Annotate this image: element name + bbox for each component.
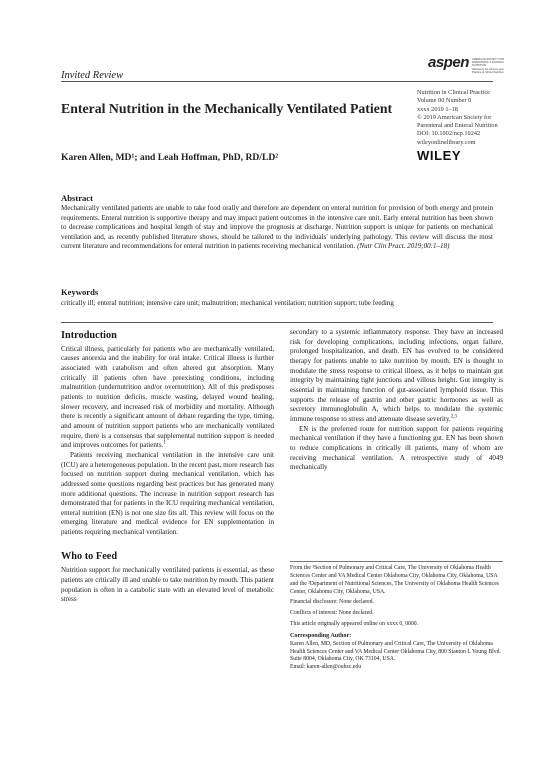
keywords-text: critically ill; enteral nutrition; intensive care unit; malnutrition; mechanical ventilation; nutrition support; tube feeding <box>61 299 394 307</box>
corresponding-email[interactable]: Email: karen-allen@ouhsc.edu <box>290 664 362 671</box>
publisher-logo: WILEY <box>417 148 462 163</box>
right-paragraph-1: secondary to a systemic inflammatory response. They have an increased risk for developing complications, including infections, organ failure, prolonged hospitalization, and death. EN has evolved to be considered therapy for patients unable to take nutrition by mouth. EN is thought to modulate the stress response to critical illness, as it helps to maintain gut integrity by maintaining tight junctions and villous height. Gut integrity is essential in maintaining function of gut-associated lymphoid tissue. This supports the release of gastrin and other gastric hormones as well as secretory immunoglobulin A, which helps to modulate the systemic immune response to stress and attenuate disease severity.$^{2,3}$ <box>290 328 503 423</box>
financial-disclosure: Financial disclosure: None declared. <box>290 599 374 606</box>
conflicts-note: Conflicts of interest: None declared. <box>290 610 374 617</box>
journal-info: Nutrition in Clinical Practice Volume 00 Number 0 xxxx 2019 1–18 © 2019 American Society for Parenteral and Enteral Nutrition DOI: 10.1002/ncp.10242 wileyonlinelibrary.com <box>417 89 498 146</box>
logo-word: aspen <box>428 54 469 71</box>
intro-paragraph-2: Patients receiving mechanical ventilation in the intensive care unit (ICU) are a heterogeneous population. In the recent past, more research has focused on nutrition support during mechanical ventilation, which has addressed some questions regarding best practices but has generated many more additional questions. The increase in nutrition support research has demonstrated that for patients in the ICU requiring mechanical ventilation, enteral nutrition (EN) is not one size fits all. This review will focus on the emerging literature and medical evidence for EN supplementation in patients requiring mechanical ventilation. <box>61 450 274 537</box>
article-title: Enteral Nutrition in the Mechanically Ventilated Patient <box>61 101 393 116</box>
affiliation-note: From the ¹Section of Pulmonary and Critical Care, The University of Oklahoma Health Sciences Center and VA Medical Center Oklahoma City, Oklahoma City, Oklahoma, USA and the ²Department of Nutritional Sciences, The University of Oklahoma Health Sciences Center, Oklahoma City, Oklahoma, USA. <box>290 565 499 595</box>
footnote-rule <box>290 561 503 562</box>
abstract-text: Mechanically ventilated patients are unable to take food orally and therefore are dependent on enteral nutrition for provision of both energy and protein requirements. Enteral nutrition is supportive therapy and may impact patient outcomes in the intensive care unit. Early enteral nutrition has been shown to decrease complications and hospital length of stay and improve the prognosis at discharge. Nutrition support is unique for patients on mechanical ventilation and, as recently published literature shows, should be tailored to the individuals' underlying pathology. This review will discuss the most current literature and recommendations for enteral nutrition in patients receiving mechanical ventilation. (Nutr Clin Pract. 2019;00:1–18) <box>61 204 493 250</box>
corresponding-text: Karen Allen, MD, Section of Pulmonary and Critical Care, The University of Oklahoma Health Sciences Center and VA Medical Center Oklahoma City, 800 Stanton L Young Blvd. Suite 8004, Oklahoma City, OK 73104, USA. <box>290 640 501 663</box>
abstract-heading: Abstract <box>61 193 93 203</box>
keywords-heading: Keywords <box>61 287 99 297</box>
left-column <box>61 331 274 605</box>
authors: Karen Allen, MD¹; and Leah Hoffman, PhD, RD/LD² <box>61 152 279 163</box>
right-paragraph-2: EN is the preferred route for nutrition support for patients requiring mechanical ventilation if they have a functioning gut. EN has been shown to reduce complications in critically ill patients, many of whom are receiving mechanical ventilation. A retrospective study of 4049 mechanically <box>290 424 503 472</box>
right-column <box>290 328 503 473</box>
abstract-citation: (Nutr Clin Pract. 2019;00:1–18) <box>357 242 450 250</box>
who-to-feed-paragraph: Nutrition support for mechanically ventilated patients is essential, as these patients are critically ill and unable to take nutrition by mouth. This patient population is often in a catabolic state with an elevated level of metabolic stress <box>61 566 274 604</box>
who-to-feed-heading: Who to Feed <box>61 550 118 562</box>
aspen-logo <box>428 54 508 76</box>
intro-heading: Introduction <box>61 330 117 341</box>
logo-subtext: AMERICAN SOCIETY FOR PARENTERAL & ENTERAL NUTRITION Advancing the Science and Practice of Clinical Nutrition <box>472 58 505 74</box>
corresponding-heading: Corresponding Author: <box>290 632 352 639</box>
body-rule <box>61 322 493 323</box>
section-label: Invited Review <box>61 70 124 81</box>
intro-paragraph-1: Critical illness, particularly for patients who are mechanically ventilated, causes anorexia and the inability for oral intake. Critical illness is further associated with catabolism and often altered gut absorption. Many critically ill patients often have preexisting conditions, including malnutrition (undernutrition and/or overnutrition). All of this predisposes patients to nutrition deficits, muscle wasting, delayed wound healing, slower recovery, and increased risk of morbidity and mortality. Although there is recently a significant amount of debate regarding the type, timing, and amount of nutrition support patients who are mechanically ventilated require, there is a consensus that supplemental nutrition support is needed and improves outcomes for patients.$^1$ <box>61 344 274 450</box>
header-rule <box>61 81 493 82</box>
footnotes <box>290 565 503 672</box>
online-note: This article originally appeared online on xxxx 0, 0000. <box>290 621 419 628</box>
